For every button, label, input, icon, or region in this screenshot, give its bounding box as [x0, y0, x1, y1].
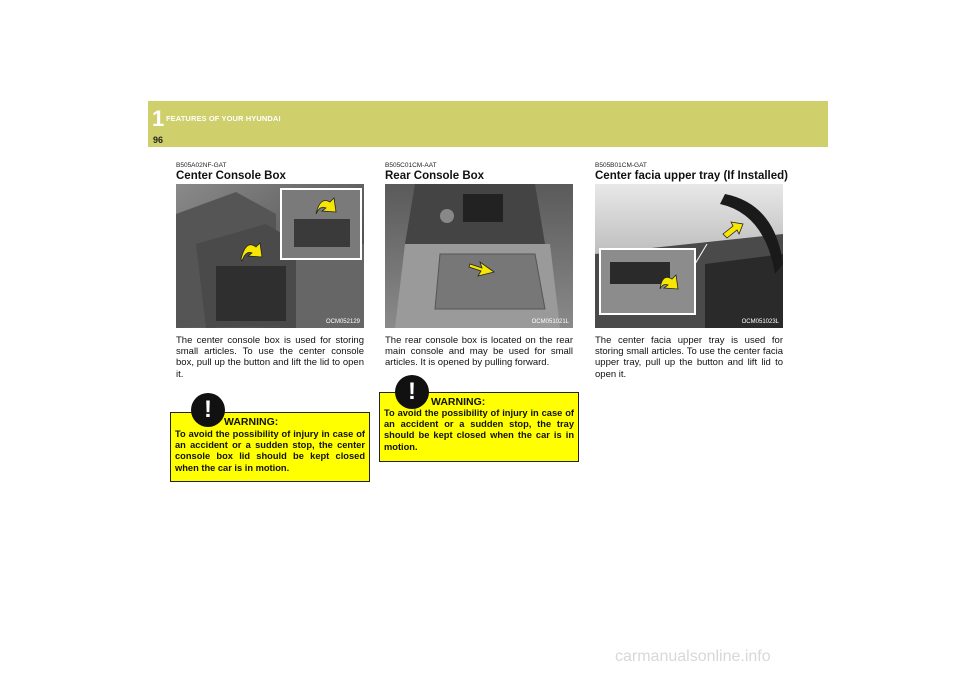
page-number: 96	[153, 135, 164, 145]
image-code: OCM051021L	[531, 319, 569, 325]
section-heading: Center facia upper tray (If Installed)	[595, 170, 788, 182]
section-code: B505B01CM-GAT	[595, 162, 647, 169]
center-console-photo	[176, 184, 364, 328]
section-code: B505C01CM-AAT	[385, 162, 437, 169]
upper-tray-photo	[595, 184, 783, 328]
warning-text: To avoid the possibility of injury in case of an accident or a sudden stop, the tray should be kept closed when the car is in motion.	[384, 408, 574, 452]
section-heading: Center Console Box	[176, 170, 286, 182]
chapter-title: FEATURES OF YOUR HYUNDAI	[166, 114, 281, 123]
warning-exclamation-icon: !	[395, 375, 429, 409]
image-code: OCM052129	[325, 319, 360, 325]
image-code: OCM051023L	[741, 319, 779, 325]
chapter-number: 1	[152, 106, 165, 131]
section-body: The center facia upper tray is used for storing small articles. To use the center facia upper tray, pull up the button and lift lid to open it.	[595, 335, 783, 380]
warning-box-center-console	[170, 396, 370, 482]
section-code: B505A02NF-GAT	[176, 162, 227, 169]
warning-text: To avoid the possibility of injury in case of an accident or a sudden stop, the center console box lid should be kept closed when the car is in motion.	[175, 429, 365, 473]
warning-title: WARNING:	[224, 416, 279, 428]
section-center-facia-upper-tray	[595, 162, 788, 380]
footer-watermark: carmanualsonline.info	[615, 648, 771, 665]
warning-title: WARNING:	[431, 396, 486, 408]
warning-box-rear-console	[379, 378, 579, 462]
section-body: The rear console box is located on the rear main console and may be used for small articles. It is opened by pulling forward.	[385, 335, 573, 369]
section-heading: Rear Console Box	[385, 170, 485, 182]
warning-exclamation-icon: !	[191, 393, 225, 427]
section-center-console-box	[176, 162, 366, 380]
section-body: The center console box is used for storing small articles. To use the center console box, pull up the button and lift the lid to open it.	[176, 335, 364, 380]
section-rear-console-box	[385, 162, 575, 369]
chapter-header-band	[148, 101, 828, 147]
rear-console-photo	[385, 184, 573, 328]
